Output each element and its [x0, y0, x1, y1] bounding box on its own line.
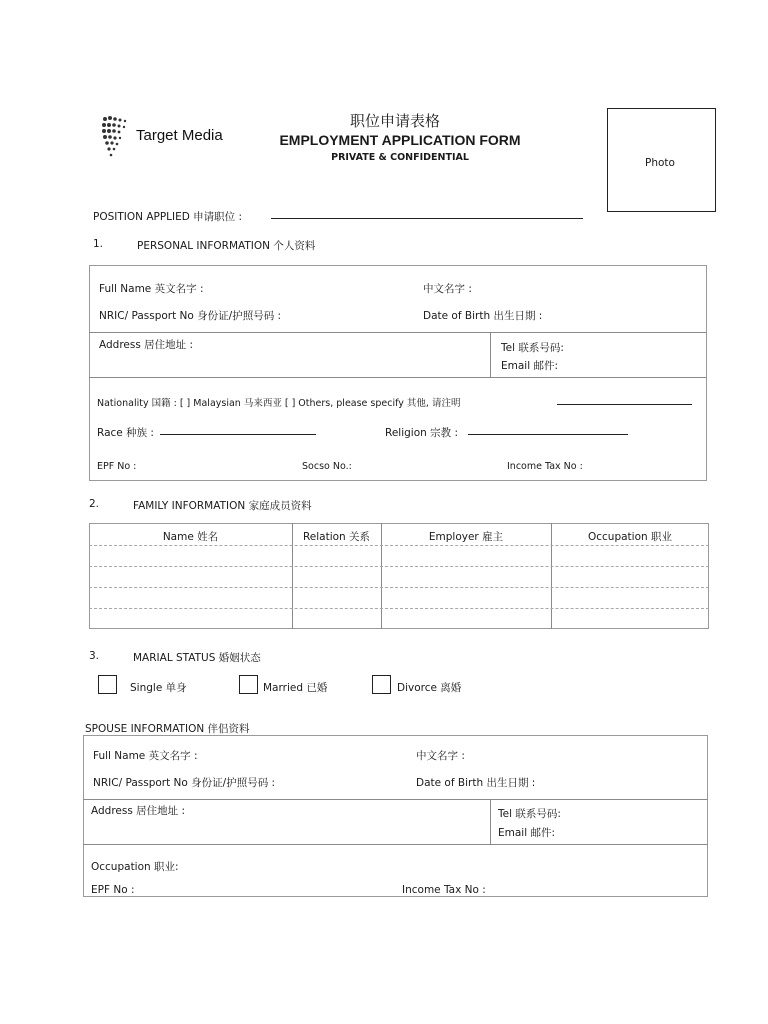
section-title-personal: PERSONAL INFORMATION 个人资料	[137, 240, 316, 252]
married-checkbox[interactable]	[239, 675, 258, 694]
position-applied-field[interactable]	[271, 218, 583, 219]
email-label: Email 邮件:	[501, 360, 559, 372]
section-title-spouse: SPOUSE INFORMATION 伴侣资料	[85, 723, 250, 735]
divider	[83, 844, 708, 845]
single-checkbox[interactable]	[98, 675, 117, 694]
epf-label: EPF No :	[97, 461, 137, 472]
column-header-occupation: Occupation 职业	[587, 531, 672, 543]
race-field[interactable]	[160, 434, 316, 435]
photo-label: Photo	[645, 157, 675, 169]
section-title-family: FAMILY INFORMATION 家庭成员资料	[133, 500, 312, 512]
spouse-nric-label: NRIC/ Passport No 身份证/护照号码 :	[93, 777, 276, 789]
divider	[89, 332, 707, 333]
spouse-income-tax-label: Income Tax No :	[402, 884, 486, 896]
income-tax-label: Income Tax No :	[507, 461, 583, 472]
spouse-tel-label: Tel 联系号码:	[498, 808, 561, 820]
spouse-occupation-label: Occupation 职业:	[91, 861, 179, 873]
logo-dots-icon	[100, 113, 134, 163]
religion-field[interactable]	[468, 434, 628, 435]
position-applied-label: POSITION APPLIED 申请职位 :	[93, 211, 243, 223]
table-row[interactable]	[89, 566, 709, 567]
table-row[interactable]	[89, 587, 709, 588]
divider	[83, 799, 708, 800]
section-number: 2.	[89, 498, 100, 510]
religion-label: Religion 宗教 :	[385, 427, 458, 439]
single-label: Single 单身	[130, 682, 187, 694]
form-title: EMPLOYMENT APPLICATION FORM	[279, 132, 521, 148]
photo-box[interactable]	[607, 108, 716, 212]
dob-label: Date of Birth 出生日期 :	[423, 310, 543, 322]
divider	[89, 377, 707, 378]
divorce-label: Divorce 离婚	[397, 682, 462, 694]
section-title-marital: MARIAL STATUS 婚姻状态	[133, 652, 261, 664]
socso-label: Socso No.:	[302, 461, 352, 472]
logo-text: Target Media	[136, 127, 223, 144]
spouse-epf-label: EPF No :	[91, 884, 135, 896]
column-header-relation: Relation 关系	[302, 531, 371, 543]
tel-label: Tel 联系号码:	[501, 342, 564, 354]
form-title-chinese: 职位申请表格	[349, 112, 440, 130]
full-name-label: Full Name 英文名字 :	[99, 283, 204, 295]
column-header-name: Name 姓名	[162, 531, 219, 543]
table-row[interactable]	[89, 608, 709, 609]
company-logo	[100, 113, 240, 163]
divider	[490, 799, 491, 844]
nationality-label: Nationality 国籍 : [ ] Malaysian 马来西亚 [ ] Others, please specify 其他, 请注明	[97, 398, 461, 409]
column-header-employer: Employer 雇主	[428, 531, 504, 543]
spouse-address-label: Address 居住地址 :	[91, 805, 186, 817]
nationality-others-field[interactable]	[557, 404, 692, 405]
chinese-name-label: 中文名字 :	[423, 283, 472, 295]
section-number: 3.	[89, 650, 100, 662]
table-row[interactable]	[89, 545, 709, 546]
section-number: 1.	[93, 238, 104, 250]
nric-label: NRIC/ Passport No 身份证/护照号码 :	[99, 310, 282, 322]
divorce-checkbox[interactable]	[372, 675, 391, 694]
form-subtitle: PRIVATE & CONFIDENTIAL	[331, 152, 469, 163]
spouse-full-name-label: Full Name 英文名字 :	[93, 750, 198, 762]
address-label: Address 居住地址 :	[99, 339, 194, 351]
personal-info-box	[89, 265, 707, 481]
divider	[490, 332, 491, 377]
spouse-email-label: Email 邮件:	[498, 827, 556, 839]
race-label: Race 种族 :	[97, 427, 154, 439]
spouse-dob-label: Date of Birth 出生日期 :	[416, 777, 536, 789]
married-label: Married 已婚	[263, 682, 328, 694]
spouse-chinese-name-label: 中文名字 :	[416, 750, 465, 762]
